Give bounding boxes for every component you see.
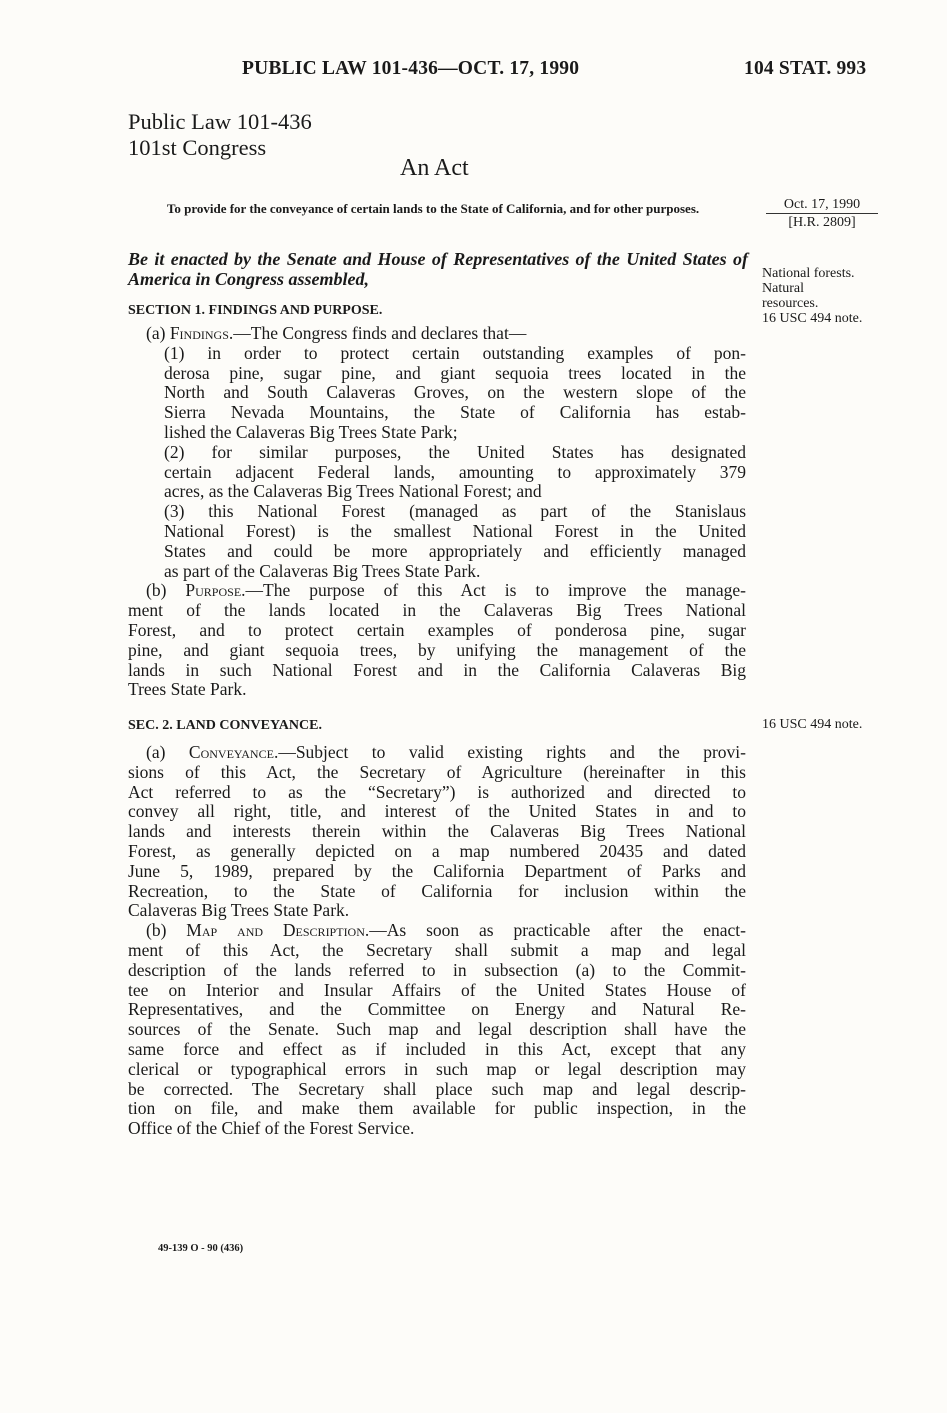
purpose-intro: (b) Purpose.—The purpose of this Act is to improve the manage- [146, 580, 746, 601]
purpose-line: ment of the lands located in the Calaveras Big Trees National [128, 600, 746, 621]
map-description-caption: Map and Description [186, 920, 365, 941]
margin-usc-citation: 16 USC 494 note. [762, 311, 863, 326]
map-description-line: be corrected. The Secretary shall place such map and legal descrip- [128, 1078, 746, 1099]
findings-intro: (a) Findings.—The Congress finds and declares that— [146, 323, 527, 343]
conveyance-intro: (a) Conveyance.—Subject to valid existing rights and the provi- [146, 742, 746, 762]
section-1-body [128, 324, 746, 700]
finding-1-line: North and South Calaveras Groves, on the western slope of the [164, 382, 746, 403]
conveyance-line: lands and interests therein within the Calaveras Big Trees National [128, 821, 746, 842]
stat-page-number: 104 STAT. 993 [744, 58, 867, 79]
enacting-clause: Be it enacted by the Senate and House of Representatives of the United States of America in Congress assembled, [128, 249, 748, 289]
purpose-line: pine, and giant sequoia trees, by unifying the management of the [128, 639, 746, 660]
margin-date: Oct. 17, 1990 [783, 197, 861, 212]
map-description-line: Office of the Chief of the Forest Service. [128, 1118, 415, 1139]
purpose-line: Forest, and to protect certain examples of ponderosa pine, sugar [128, 619, 746, 640]
section-2-heading: SEC. 2. LAND CONVEYANCE. [128, 718, 322, 733]
margin-usc-citation-2: 16 USC 494 note. [762, 717, 863, 732]
conveyance-line: June 5, 1989, prepared by the California Department of Parks and [128, 860, 746, 881]
purpose-line: lands in such National Forest and in the California Calaveras Big [128, 659, 746, 680]
finding-2-line: acres, as the Calaveras Big Trees National Forest; and [164, 481, 542, 502]
findings-caption: Findings [169, 323, 229, 343]
finding-3-line: (3) this National Forest (managed as part of the Stanislaus [164, 501, 746, 522]
finding-1-line: lished the Calaveras Big Trees State Park; [164, 421, 458, 442]
running-header-title: PUBLIC LAW 101-436—OCT. 17, 1990 [242, 58, 580, 79]
finding-3-line: National Forest) is the smallest National Forest in the United [164, 520, 746, 541]
conveyance-line: Forest, as generally depicted on a map numbered 20435 and dated [128, 840, 746, 861]
finding-1-line: (1) in order to protect certain outstanding examples of pon- [164, 342, 746, 363]
map-description-line: description of the lands referred to in subsection (a) to the Commit- [128, 959, 746, 980]
margin-topic: Natural [762, 281, 804, 296]
finding-3-line: as part of the Calaveras Big Trees State Park. [164, 560, 481, 581]
section-1-heading: SECTION 1. FINDINGS AND PURPOSE. [128, 303, 383, 318]
map-description-line: sources of the Senate. Such map and legal description shall have the [128, 1019, 746, 1040]
map-description-line: same force and effect as if included in this Act, except that any [128, 1038, 746, 1059]
finding-3-line: States and could be more appropriately and efficiently managed [164, 540, 746, 561]
margin-topics [762, 266, 902, 326]
conveyance-line: sions of this Act, the Secretary of Agriculture (hereinafter in this [128, 761, 746, 782]
conveyance-line: Act referred to as the “Secretary”) is authorized and directed to [128, 781, 746, 802]
print-code: 49-139 O - 90 (436) [158, 1243, 244, 1254]
public-law-number: Public Law 101-436 [128, 109, 312, 134]
section-2-body [128, 743, 746, 1139]
congress-number: 101st Congress [128, 135, 267, 160]
map-description-line: Representatives, and the Committee on Energy and Natural Re- [128, 999, 746, 1020]
margin-rule [766, 213, 878, 214]
act-purpose: To provide for the conveyance of certain lands to the State of California, and for other purposes. [166, 201, 700, 216]
finding-2-line: certain adjacent Federal lands, amounting to approximately 379 [164, 461, 746, 482]
map-description-intro: (b) Map and Description.—As soon as practicable after the enact- [146, 920, 746, 941]
finding-1-line: derosa pine, sugar pine, and giant sequoia trees located in the [164, 362, 746, 383]
conveyance-caption: Conveyance [188, 742, 274, 762]
conveyance-line: Calaveras Big Trees State Park. [128, 900, 350, 921]
purpose-line: Trees State Park. [128, 679, 247, 700]
margin-bill-number: [H.R. 2809] [788, 215, 856, 230]
purpose-caption: Purpose [185, 580, 242, 601]
map-description-line: clerical or typographical errors in such map or legal description may [128, 1058, 746, 1079]
conveyance-line: Recreation, to the State of California for inclusion within the [128, 880, 746, 901]
map-description-line: ment of this Act, the Secretary shall submit a map and legal [128, 939, 746, 960]
act-heading: An Act [400, 155, 469, 181]
map-description-line: tee on Interior and Insular Affairs of the United States House of [128, 979, 746, 1000]
margin-topic: National forests. [762, 266, 855, 281]
finding-1-line: Sierra Nevada Mountains, the State of California has estab- [164, 402, 746, 423]
margin-date-block [762, 197, 882, 230]
conveyance-line: convey all right, title, and interest of the United States in and to [128, 801, 746, 822]
finding-2-line: (2) for similar purposes, the United States has designated [164, 441, 746, 462]
map-description-line: tion on file, and make them available for public inspection, in the [128, 1098, 746, 1119]
margin-topic: resources. [762, 296, 819, 311]
